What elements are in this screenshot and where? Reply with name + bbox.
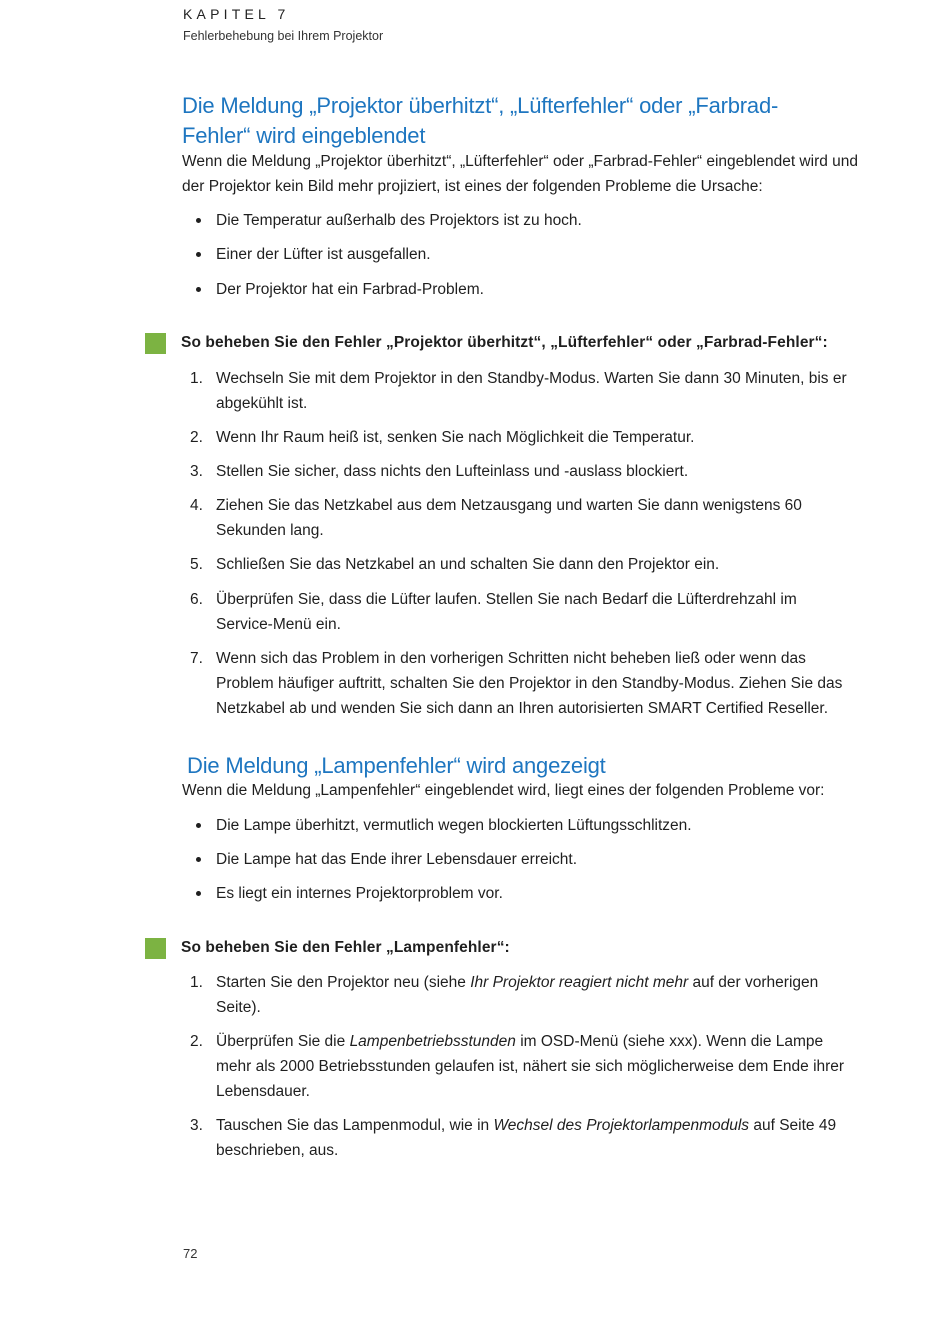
chapter-label: KAPITEL 7 bbox=[183, 6, 290, 22]
cross-reference: Ihr Projektor reagiert nicht mehr bbox=[470, 974, 689, 991]
menu-reference: Lampenbetriebsstunden bbox=[349, 1033, 516, 1050]
bullet-icon bbox=[196, 252, 201, 257]
bullet-icon bbox=[196, 857, 201, 862]
task-heading-lamp: So beheben Sie den Fehler „Lampenfehler“: bbox=[145, 938, 905, 960]
section-intro-lamp: Wenn die Meldung „Lampenfehler“ eingeblendet wird, liegt eines der folgenden Probleme vor: bbox=[182, 782, 825, 799]
cross-reference: Wechsel des Projektorlampenmoduls bbox=[493, 1117, 750, 1134]
bullet-icon bbox=[196, 287, 201, 292]
section-heading-overheat: Die Meldung „Projektor überhitzt“, „Lüfterfehler“ oder „Farbrad- Fehler“ wird eingeblendet bbox=[182, 93, 779, 148]
bullet-icon bbox=[196, 891, 201, 896]
chapter-subtitle: Fehlerbehebung bei Ihrem Projektor bbox=[183, 29, 384, 43]
page-number: 72 bbox=[183, 1246, 198, 1261]
section-heading-lamp: Die Meldung „Lampenfehler“ wird angezeigt bbox=[187, 753, 606, 778]
task-marker-icon bbox=[145, 938, 166, 959]
task-marker-icon bbox=[145, 333, 166, 354]
bullet-icon bbox=[196, 218, 201, 223]
section-intro-overheat: Wenn die Meldung „Projektor überhitzt“, „Lüfterfehler“ oder „Farbrad-Fehler“ eingeblendet wird und der Projektor kein Bild mehr projiziert, ist eines der folgenden Probleme die Ursache: bbox=[182, 153, 859, 195]
bullet-icon bbox=[196, 823, 201, 828]
task-heading-overheat: So beheben Sie den Fehler „Projektor überhitzt“, „Lüfterfehler“ oder „Farbrad-Fehler“: bbox=[145, 333, 905, 355]
